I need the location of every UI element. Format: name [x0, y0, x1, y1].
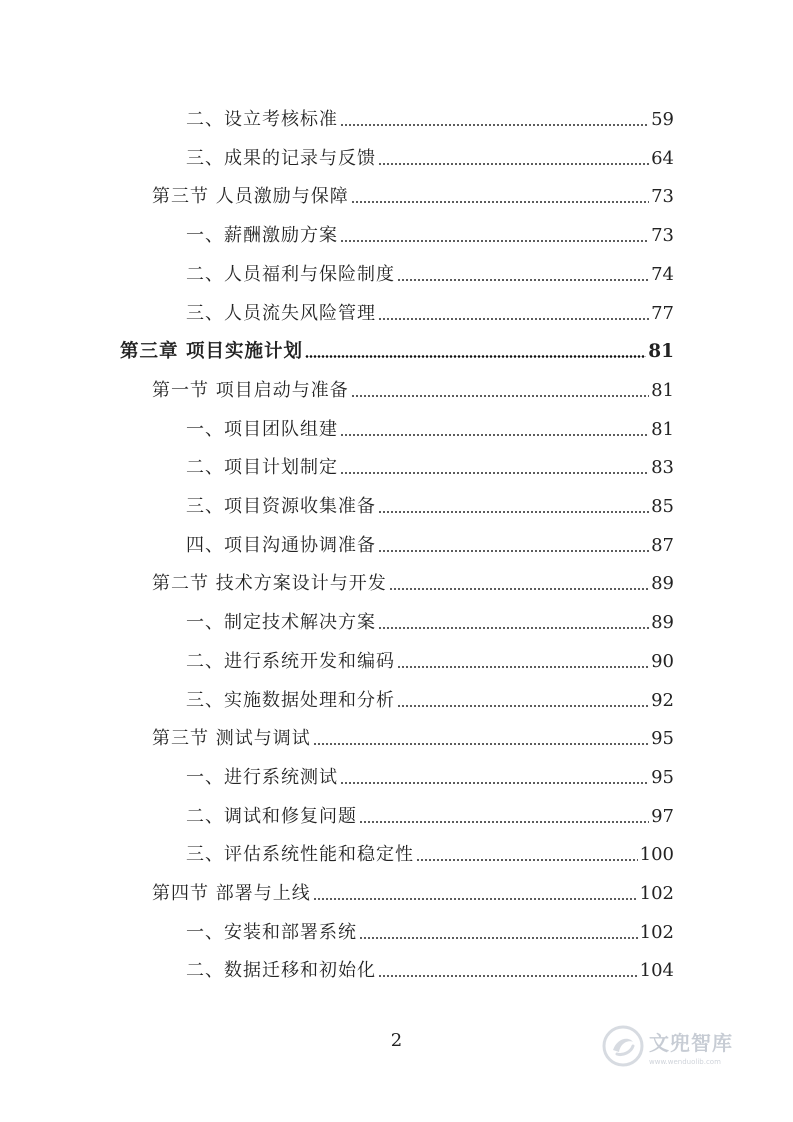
toc-entry-page: 104 [639, 960, 674, 982]
toc-entry-label: 一、制定技术解决方案 [186, 612, 376, 634]
toc-entry-page: 74 [651, 263, 674, 285]
toc-entry[interactable] [186, 686, 674, 716]
toc-dot-leader [416, 859, 638, 861]
toc-dot-leader [378, 163, 649, 165]
toc-entry[interactable] [186, 918, 674, 948]
toc-dot-leader [313, 743, 649, 745]
toc-dot-leader [340, 124, 649, 126]
toc-dot-leader [351, 395, 649, 397]
toc-entry-page: 89 [651, 612, 674, 634]
toc-entry-label: 第二节 技术方案设计与开发 [152, 573, 387, 595]
watermark-url: www.wenduolib.com [649, 1057, 721, 1066]
toc-entry-label: 二、数据迁移和初始化 [186, 960, 376, 982]
toc-entry[interactable] [186, 763, 674, 793]
toc-entry[interactable] [152, 879, 674, 909]
toc-entry-page: 81 [651, 418, 674, 440]
toc-entry-page: 102 [639, 921, 674, 943]
toc-dot-leader [359, 937, 638, 939]
toc-entry[interactable] [186, 144, 674, 174]
toc-dot-leader [397, 666, 649, 668]
toc-entry-label: 二、项目计划制定 [186, 457, 338, 479]
toc-entry[interactable] [186, 802, 674, 832]
toc-entry[interactable] [186, 840, 674, 870]
toc-dot-leader [389, 588, 649, 590]
toc-entry[interactable] [152, 569, 674, 599]
page-number: 2 [390, 1030, 403, 1051]
toc-entry[interactable] [186, 299, 674, 329]
toc-entry-page: 73 [651, 225, 674, 247]
toc-entry-label: 一、项目团队组建 [186, 418, 338, 440]
toc-entry[interactable] [186, 221, 674, 251]
toc-entry-label: 三、项目资源收集准备 [186, 496, 376, 517]
toc-dot-leader [340, 472, 649, 474]
toc-dot-leader [313, 898, 638, 900]
toc-entry[interactable] [186, 492, 674, 522]
wenduo-logo-icon [601, 1024, 645, 1068]
toc-dot-leader [397, 279, 649, 281]
toc-entry-page: 85 [651, 496, 674, 517]
toc-dot-leader [340, 240, 649, 242]
toc-entry[interactable] [186, 647, 674, 677]
toc-entry-page: 59 [651, 109, 674, 130]
toc-entry[interactable] [152, 376, 674, 406]
toc-entry-page: 92 [651, 689, 674, 711]
toc-dot-leader [378, 975, 638, 977]
toc-entry-label: 第三节 人员激励与保障 [152, 186, 349, 208]
toc-entry-label: 二、设立考核标准 [186, 109, 338, 130]
toc-dot-leader [305, 355, 646, 358]
toc-entry-page: 81 [651, 379, 674, 401]
toc-entry-label: 一、安装和部署系统 [186, 921, 357, 943]
toc-entry-label: 三、评估系统性能和稳定性 [186, 844, 414, 866]
toc-dot-leader [351, 201, 649, 203]
toc-entry-page: 73 [651, 186, 674, 208]
toc-entry-page: 83 [651, 457, 674, 479]
toc-entry-label: 第三章 项目实施计划 [120, 341, 303, 363]
toc-entry[interactable] [186, 260, 674, 290]
toc-entry-page: 95 [651, 728, 674, 750]
toc-entry-label: 第四节 部署与上线 [152, 883, 311, 904]
toc-entry-label: 二、进行系统开发和编码 [186, 650, 395, 672]
toc-entry[interactable] [186, 453, 674, 483]
toc-entry-page: 89 [651, 573, 674, 595]
toc-entry[interactable] [152, 724, 674, 754]
toc-entry-label: 二、人员福利与保险制度 [186, 263, 395, 285]
toc-dot-leader [378, 627, 649, 629]
toc-entry-label: 一、进行系统测试 [186, 766, 338, 788]
toc-dot-leader [359, 821, 649, 823]
toc-entry[interactable] [152, 182, 674, 212]
toc-entry-page: 100 [639, 844, 674, 866]
toc-dot-leader [378, 511, 649, 513]
toc-entry-label: 三、成果的记录与反馈 [186, 147, 376, 169]
toc-dot-leader [340, 434, 649, 436]
toc-entry-page: 90 [651, 650, 674, 672]
toc-entry-page: 102 [639, 883, 674, 904]
toc-entry-label: 三、实施数据处理和分析 [186, 689, 395, 711]
toc-entry[interactable] [186, 608, 674, 638]
toc-entry[interactable] [186, 531, 674, 561]
toc-dot-leader [378, 318, 649, 320]
toc-entry-label: 二、调试和修复问题 [186, 805, 357, 827]
toc-entry[interactable] [120, 337, 674, 367]
toc-dot-leader [397, 705, 649, 707]
toc-entry-page: 81 [648, 341, 674, 363]
toc-entry-label: 第一节 项目启动与准备 [152, 379, 349, 401]
toc-entry-label: 四、项目沟通协调准备 [186, 534, 376, 556]
watermark-title: 文兜智库 [649, 1030, 733, 1055]
toc-entry-label: 第三节 测试与调试 [152, 728, 311, 750]
toc-entry-label: 三、人员流失风险管理 [186, 302, 376, 324]
toc-entry-page: 97 [651, 805, 674, 827]
toc-entry-page: 95 [651, 766, 674, 788]
toc-dot-leader [378, 550, 649, 552]
watermark [601, 1018, 751, 1074]
toc-entry[interactable] [186, 415, 674, 445]
toc-entry[interactable] [186, 105, 674, 135]
toc-entry-page: 87 [651, 534, 674, 556]
toc-entry-page: 64 [651, 147, 674, 169]
toc-dot-leader [340, 782, 649, 784]
toc-entry-page: 77 [651, 302, 674, 324]
toc-entry-label: 一、薪酬激励方案 [186, 225, 338, 247]
toc-entry[interactable] [186, 956, 674, 986]
